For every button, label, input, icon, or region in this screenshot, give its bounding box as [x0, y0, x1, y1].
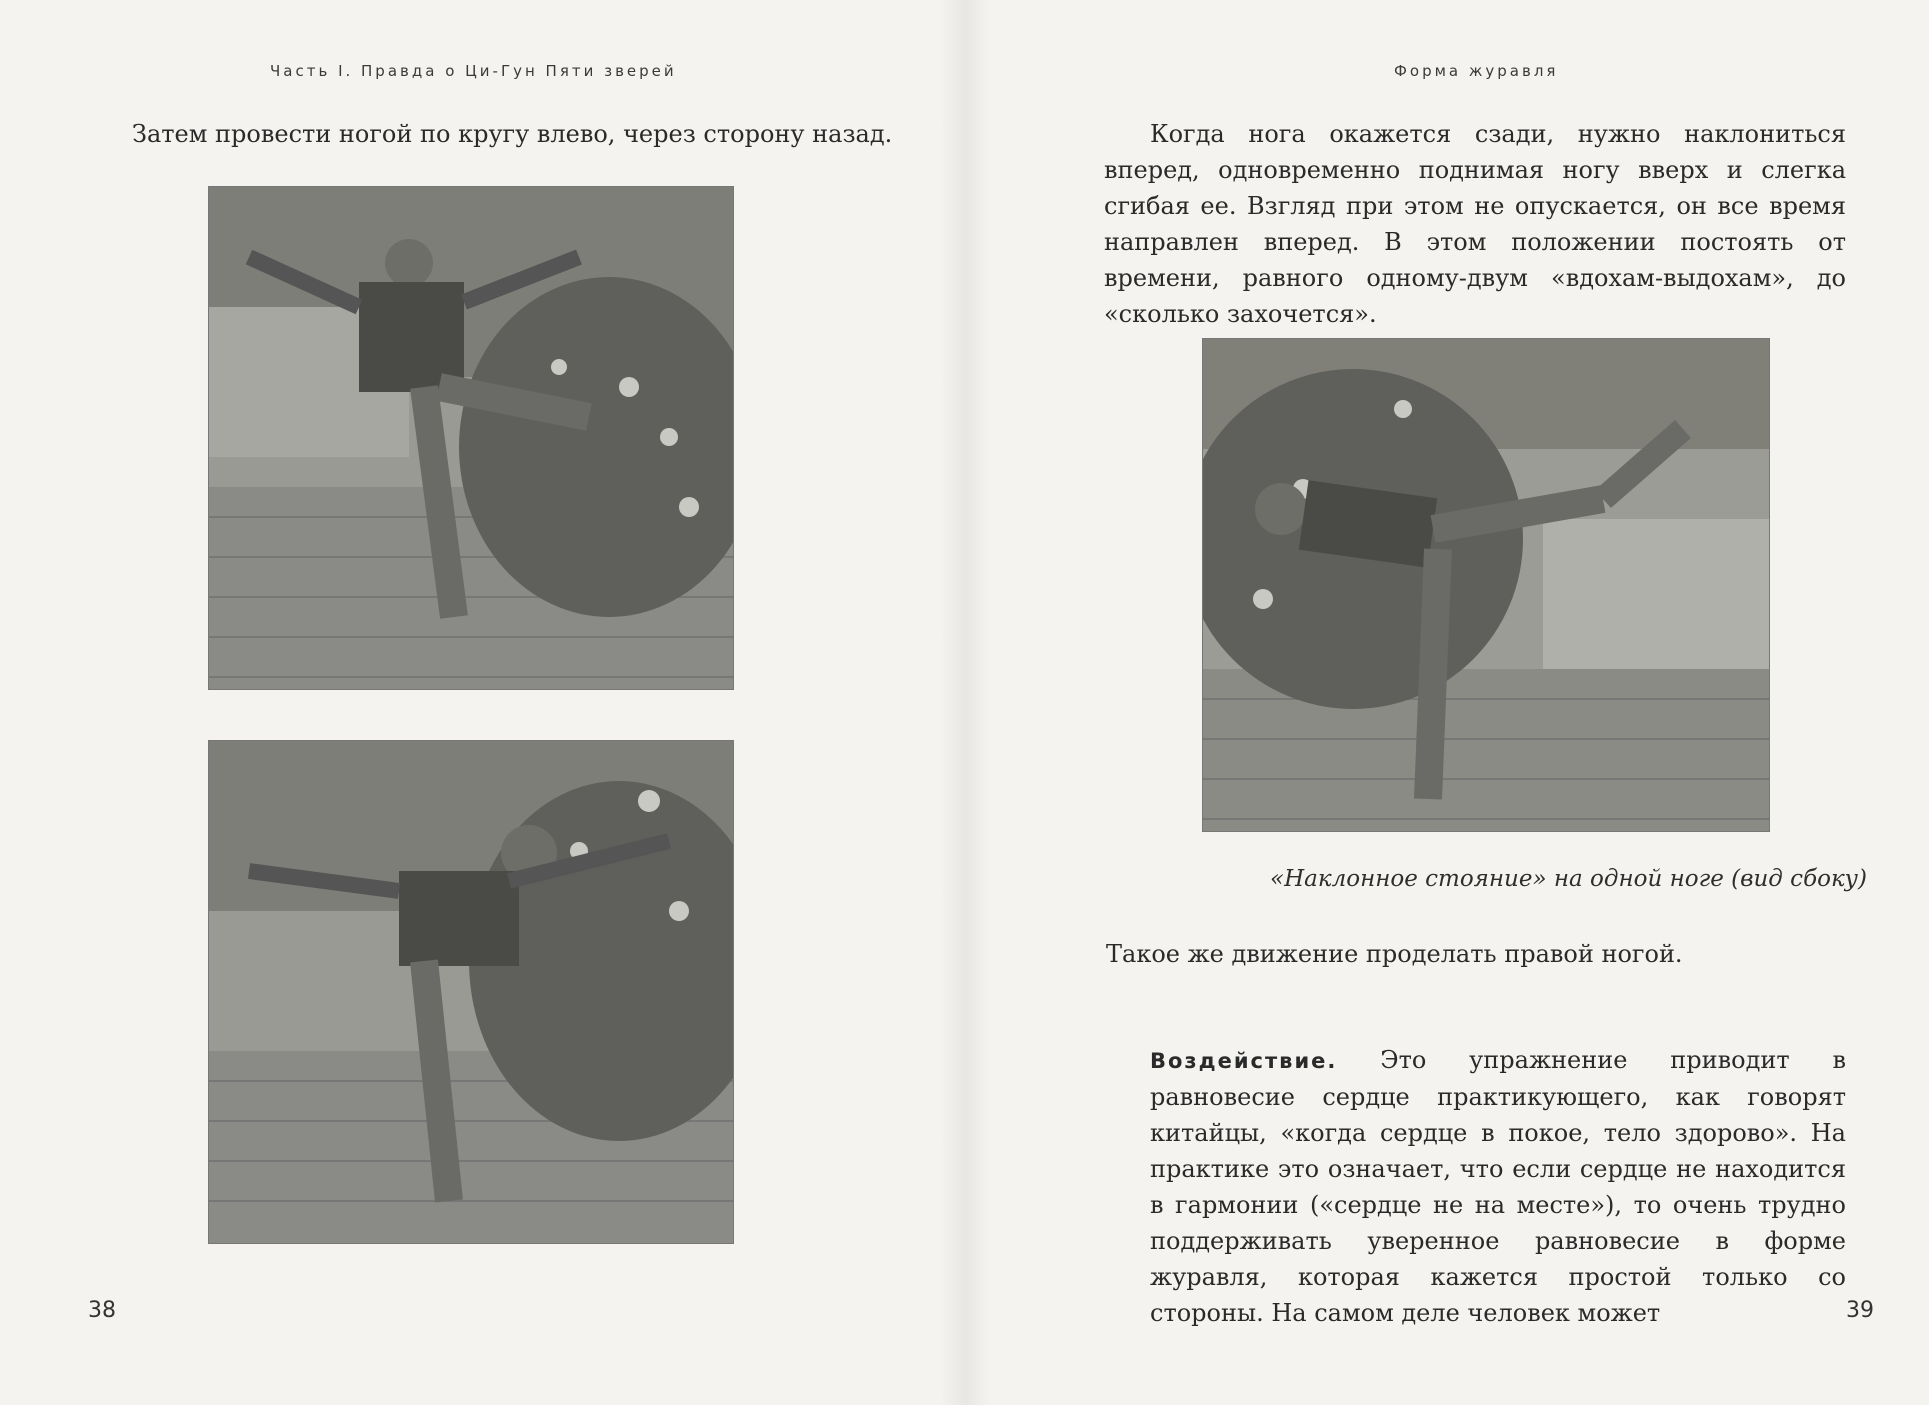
effect-label: Воздействие. — [1150, 1049, 1338, 1073]
left-body-text: Затем провести ногой по кругу влево, через сторону назад. — [132, 120, 893, 148]
photo-slanted-stance — [1202, 338, 1770, 832]
right-paragraph-2: Такое же движение проделать правой ногой. — [1106, 940, 1683, 968]
right-page — [964, 0, 1929, 1405]
photo-lean-forward-image — [209, 741, 733, 1243]
photo-leg-circle-image — [209, 187, 733, 689]
photo-slanted-stance-image — [1203, 339, 1769, 831]
effect-text: Это упражнение приводит в равновесие сердце практикующего, как говорят китайцы, «когда сердце в покое, тело здорово». На практике это означает, что если сердце не находится в гармонии («сердце не на месте»), то очень трудно поддерживать уверенное равновесие в форме журавля, которая кажется простой только со стороны. На самом деле человек может — [1150, 1046, 1846, 1327]
photo-lean-forward — [208, 740, 734, 1244]
left-page — [0, 0, 964, 1405]
running-head-left: Часть I. Правда о Ци-Гун Пяти зверей — [270, 62, 677, 80]
right-paragraph-1: Когда нога окажется сзади, нужно наклониться вперед, одновременно поднимая ногу вверх и слегка сгибая ее. Взгляд при этом не опускается, он все время направлен вперед. В этом положении постоять от времени, равного одному-двум «вдохам-выдохам», до «сколько захочется». — [1104, 120, 1846, 328]
running-head-right: Форма журавля — [1394, 62, 1559, 80]
effect-paragraph — [1150, 1042, 1846, 1331]
photo-caption: «Наклонное стояние» на одной ноге (вид сбоку) — [1270, 866, 1868, 892]
page-number-right: 39 — [1846, 1298, 1874, 1323]
page-number-left: 38 — [88, 1298, 116, 1323]
photo-leg-circle — [208, 186, 734, 690]
